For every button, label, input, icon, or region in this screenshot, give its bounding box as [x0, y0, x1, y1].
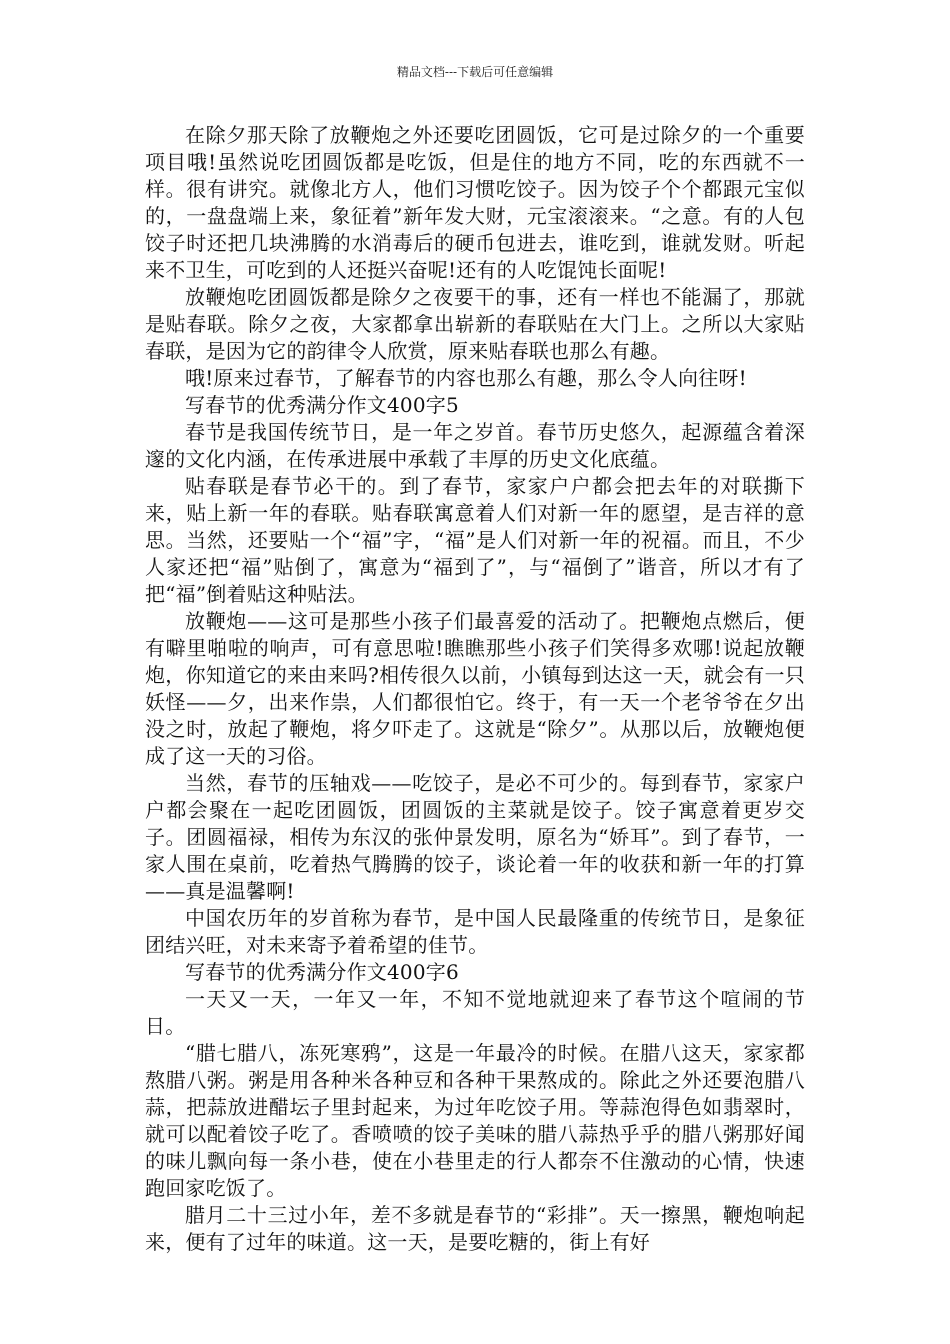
paragraph-2: 放鞭炮吃团圆饭都是除夕之夜要干的事，还有一样也不能漏了，那就是贴春联。除夕之夜，大家都拿出崭新的春联贴在大门上。之所以大家贴春联，是因为它的韵律令人欣赏，原来贴春联也那么有趣。 [145, 285, 805, 363]
document-body [145, 122, 805, 1256]
paragraph-3: 哦!原来过春节，了解春节的内容也那么有趣，那么令人向往呀! [185, 366, 747, 390]
paragraph-9: 一天又一天，一年又一年，不知不觉地就迎来了春节这个喧闹的节日。 [145, 987, 805, 1038]
section-heading-5: 写春节的优秀满分作文400字5 [185, 393, 459, 417]
paragraph-8: 中国农历年的岁首称为春节，是中国人民最隆重的传统节日，是象征团结兴旺，对未来寄予着希望的佳节。 [145, 906, 805, 957]
paragraph-7: 当然，春节的压轴戏——吃饺子，是必不可少的。每到春节，家家户户都会聚在一起吃团圆饭，团圆饭的主菜就是饺子。饺子寓意着更岁交子。团圆福禄，相传为东汉的张仲景发明，原名为“娇耳”。到了春节，一家人围在桌前，吃着热气腾腾的饺子，谈论着一年的收获和新一年的打算——真是温馨啊! [145, 771, 805, 903]
section-heading-6: 写春节的优秀满分作文400字6 [185, 960, 459, 984]
paragraph-1: 在除夕那天除了放鞭炮之外还要吃团圆饭，它可是过除夕的一个重要项目哦!虽然说吃团圆饭都是吃饭，但是住的地方不同，吃的东西就不一样。很有讲究。就像北方人，他们习惯吃饺子。因为饺子个个都跟元宝似的，一盘盘端上来，象征着”新年发大财，元宝滚滚来。“之意。有的人包饺子时还把几块沸腾的水消毒后的硬币包进去，谁吃到，谁就发财。听起来不卫生，可吃到的人还挺兴奋呢!还有的人吃馄饨长面呢! [145, 123, 805, 282]
paragraph-6: 放鞭炮——这可是那些小孩子们最喜爱的活动了。把鞭炮点燃后，便有噼里啪啦的响声，可有意思啦!瞧瞧那些小孩子们笑得多欢哪!说起放鞭炮，你知道它的来由来吗?相传很久以前，小镇每到达这一天，就会有一只妖怪——夕，出来作祟，人们都很怕它。终于，有一天一个老爷爷在夕出没之时，放起了鞭炮，将夕吓走了。这就是“除夕”。从那以后，放鞭炮便成了这一天的习俗。 [145, 609, 805, 768]
page-header: 精品文档---下载后可任意编辑 [396, 65, 554, 79]
paragraph-10: “腊七腊八，冻死寒鸦”，这是一年最冷的时候。在腊八这天，家家都熬腊八粥。粥是用各种米各种豆和各种干果熬成的。除此之外还要泡腊八蒜，把蒜放进醋坛子里封起来，为过年吃饺子用。等蒜泡得色如翡翠时，就可以配着饺子吃了。香喷喷的饺子美味的腊八蒜热乎乎的腊八粥那好闻的味儿飘向每一条小巷，使在小巷里走的行人都奈不住激动的心情，快速跑回家吃饭了。 [145, 1041, 805, 1200]
paragraph-11: 腊月二十三过小年，差不多就是春节的“彩排”。天一擦黑，鞭炮响起来，便有了过年的味道。这一天，是要吃糖的，街上有好 [145, 1203, 805, 1254]
paragraph-4: 春节是我国传统节日，是一年之岁首。春节历史悠久，起源蕴含着深邃的文化内涵，在传承进展中承载了丰厚的历史文化底蕴。 [145, 420, 805, 471]
paragraph-5: 贴春联是春节必干的。到了春节，家家户户都会把去年的对联撕下来，贴上新一年的春联。贴春联寓意着人们对新一年的愿望，是吉祥的意思。当然，还要贴一个“福”字，“福”是人们对新一年的祝福。而且，不少人家还把“福”贴倒了，寓意为“福到了”，与“福倒了”谐音，所以才有了把“福”倒着贴这种贴法。 [145, 474, 805, 606]
